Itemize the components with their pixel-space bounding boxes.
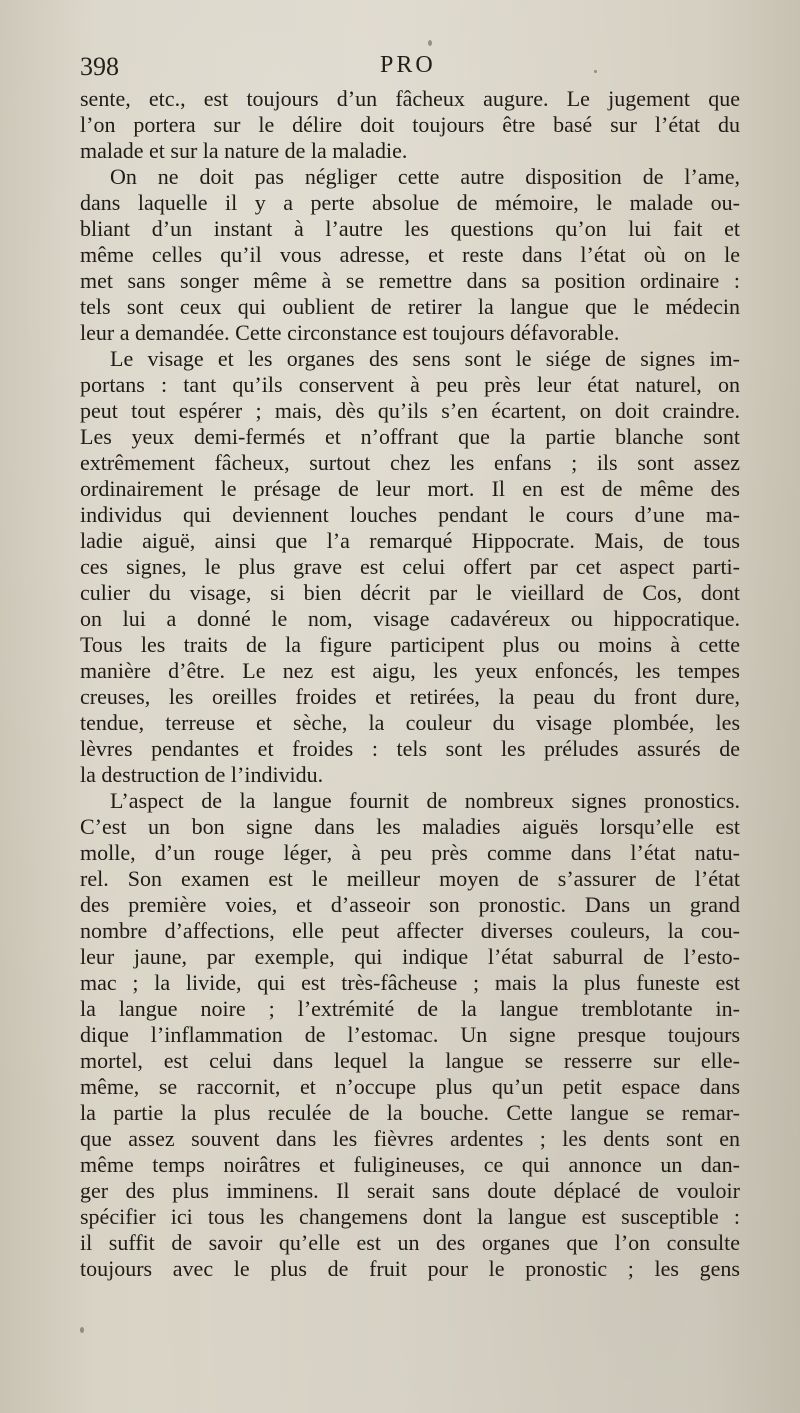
text-line: mortel, est celui dans lequel la langue se resserre sur elle- <box>80 1048 740 1073</box>
ink-speck <box>428 40 432 46</box>
text-line: ordinairement le présage de leur mort. Il en est de même des <box>80 476 740 501</box>
text-line: malade et sur la nature de la maladie. <box>80 138 408 163</box>
text-line: manière d’être. Le nez est aigu, les yeux enfoncés, les tempes <box>80 658 740 683</box>
text-line: ladie aiguë, ainsi que l’a remarqué Hippocrate. Mais, de tous <box>80 528 740 553</box>
text-line: même, se raccornit, et n’occupe plus qu’un petit espace dans <box>80 1074 740 1099</box>
text-line: peut tout espérer ; mais, dès qu’ils s’en écartent, on doit craindre. <box>80 398 740 423</box>
text-line: que assez souvent dans les fièvres ardentes ; les dents sont en <box>80 1126 740 1151</box>
text-line: leur jaune, par exemple, qui indique l’état saburral de l’esto- <box>80 944 740 969</box>
text-line: toujours avec le plus de fruit pour le pronostic ; les gens <box>80 1256 740 1281</box>
text-line: individus qui deviennent louches pendant le cours d’une ma- <box>80 502 740 527</box>
page-header <box>80 52 740 86</box>
text-line: mac ; la livide, qui est très-fâcheuse ; mais la plus funeste est <box>80 970 740 995</box>
body-text <box>80 86 740 1282</box>
text-line: la destruction de l’individu. <box>80 762 324 787</box>
ink-speck <box>594 70 597 73</box>
text-line: tels sont ceux qui oublient de retirer la langue que le médecin <box>80 294 740 319</box>
text-line: sente, etc., est toujours d’un fâcheux augure. Le jugement que <box>80 86 740 111</box>
text-line: lèvres pendantes et froides : tels sont les préludes assurés de <box>80 736 740 761</box>
text-line: on lui a donné le nom, visage cadavéreux ou hippocratique. <box>80 606 740 631</box>
running-head: PRO <box>380 52 436 78</box>
text-line: même celles qu’il vous adresse, et reste dans l’état où on le <box>80 242 740 267</box>
text-line: Tous les traits de la figure participent plus ou moins à cette <box>80 632 740 657</box>
text-line: la langue noire ; l’extrémité de la langue tremblotante in- <box>80 996 740 1021</box>
text-line: L’aspect de la langue fournit de nombreux signes pronostics. <box>110 788 740 813</box>
text-line: la partie la plus reculée de la bouche. Cette langue se remar- <box>80 1100 740 1125</box>
text-line: culier du visage, si bien décrit par le vieillard de Cos, dont <box>80 580 740 605</box>
text-line: il suffit de savoir qu’elle est un des organes que l’on consulte <box>80 1230 740 1255</box>
text-line: spécifier ici tous les changemens dont la langue est susceptible : <box>80 1204 740 1229</box>
text-line: portans : tant qu’ils conservent à peu près leur état naturel, on <box>80 372 740 397</box>
text-line: nombre d’affections, elle peut affecter diverses couleurs, la cou- <box>80 918 740 943</box>
text-line: l’on portera sur le délire doit toujours être basé sur l’état du <box>80 112 740 137</box>
text-line: des première voies, et d’asseoir son pronostic. Dans un grand <box>80 892 740 917</box>
text-line: tendue, terreuse et sèche, la couleur du visage plombée, les <box>80 710 740 735</box>
text-line: creuses, les oreilles froides et retirées, la peau du front dure, <box>80 684 740 709</box>
text-line: Le visage et les organes des sens sont le siége de signes im- <box>110 346 740 371</box>
ink-speck <box>80 1327 84 1333</box>
text-line: Les yeux demi-fermés et n’offrant que la partie blanche sont <box>80 424 740 449</box>
text-line: rel. Son examen est le meilleur moyen de s’assurer de l’état <box>80 866 740 891</box>
text-line: C’est un bon signe dans les maladies aiguës lorsqu’elle est <box>80 814 740 839</box>
text-line: On ne doit pas négliger cette autre disposition de l’ame, <box>110 164 740 189</box>
text-line: extrêmement fâcheux, surtout chez les enfans ; ils sont assez <box>80 450 740 475</box>
text-line: molle, d’un rouge léger, à peu près comme dans l’état natu- <box>80 840 740 865</box>
text-line: dans laquelle il y a perte absolue de mémoire, le malade ou- <box>80 190 740 215</box>
text-line: leur a demandée. Cette circonstance est toujours défavorable. <box>80 320 620 345</box>
text-line: ger des plus imminens. Il serait sans doute déplacé de vouloir <box>80 1178 740 1203</box>
text-line: dique l’inflammation de l’estomac. Un signe presque toujours <box>80 1022 740 1047</box>
page-number: 398 <box>80 52 119 81</box>
text-line: même temps noirâtres et fuligineuses, ce qui annonce un dan- <box>80 1152 740 1177</box>
text-line: ces signes, le plus grave est celui offert par cet aspect parti- <box>80 554 740 579</box>
text-line: met sans songer même à se remettre dans sa position ordinaire : <box>80 268 740 293</box>
text-line: bliant d’un instant à l’autre les questions qu’on lui fait et <box>80 216 740 241</box>
